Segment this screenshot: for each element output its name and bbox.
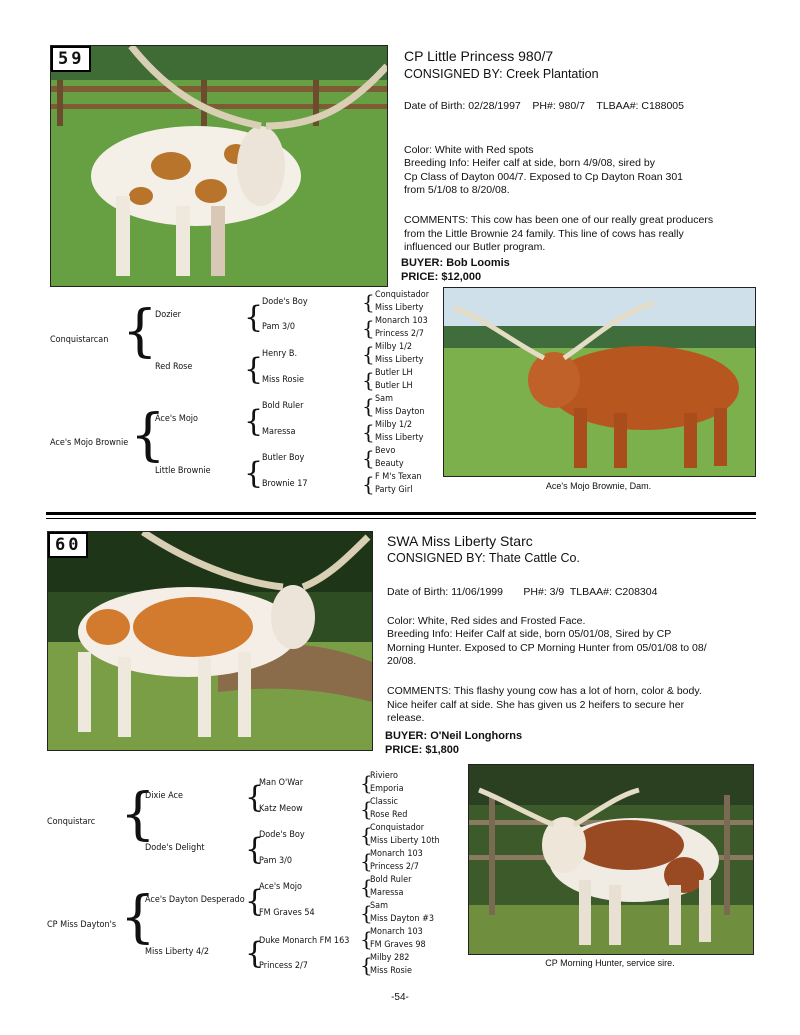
ped-gen1: Conquistarcan (50, 335, 109, 345)
price: PRICE: $1,800 (385, 744, 459, 756)
breeding-info (404, 157, 683, 198)
ped-gen4: FM Graves 98 (370, 940, 426, 950)
ped-gen3: Miss Rosie (262, 375, 304, 385)
ped-gen4: Conquistador (375, 290, 430, 300)
brace: { (362, 316, 375, 340)
consigned-by: CONSIGNED BY: Creek Plantation (404, 67, 599, 81)
ped-gen1: Ace's Mojo Brownie (50, 438, 129, 448)
ped-gen4: Sam (375, 394, 393, 404)
cow-photo-image (48, 532, 372, 750)
comments (387, 685, 702, 726)
brace: { (362, 420, 375, 444)
ped-gen4: Princess 2/7 (375, 329, 424, 339)
sire-caption: CP Morning Hunter, service sire. (545, 958, 675, 968)
ped-gen4: Party Girl (375, 485, 413, 495)
color-info: Color: White, Red sides and Frosted Face. (387, 615, 586, 627)
ped-gen2: Ace's Dayton Desperado (145, 895, 245, 905)
ped-gen3: FM Graves 54 (259, 908, 315, 918)
brace: { (130, 403, 166, 468)
ped-gen2: Miss Liberty 4/2 (145, 947, 210, 957)
buyer: BUYER: Bob Loomis (401, 257, 510, 269)
lot-title: CP Little Princess 980/7 (404, 48, 554, 64)
section-divider (46, 512, 756, 515)
ped-gen4: Miss Liberty 10th (370, 836, 440, 846)
ped-gen4: Classic (370, 797, 399, 807)
ped-gen4: Princess 2/7 (370, 862, 419, 872)
breeding-line: Morning Hunter. Exposed to CP Morning Hunter from 05/01/08 to 08/ (387, 641, 707, 654)
ped-gen3: Butler Boy (262, 453, 305, 463)
brace: { (244, 300, 264, 335)
lot-60-photo (47, 531, 373, 751)
brace: { (360, 875, 373, 899)
brace: { (120, 885, 156, 950)
brace: { (362, 290, 375, 314)
lot-number: 60 (48, 532, 88, 558)
comments (404, 214, 713, 255)
comment-line: from the Little Brownie 24 family. This line of cows has really (404, 227, 684, 240)
ped-gen3: Ace's Mojo (259, 882, 303, 892)
ped-gen4: Butler LH (375, 381, 413, 391)
ped-gen4: Sam (370, 901, 388, 911)
color-info: Color: White with Red spots (404, 144, 534, 156)
ped-gen2: Dozier (155, 310, 182, 320)
breeding-line: 20/08. (387, 655, 417, 667)
ped-gen4: Maressa (370, 888, 404, 898)
breeding-line: from 5/1/08 to 8/20/08. (404, 184, 510, 196)
ped-gen4: Miss Liberty (375, 433, 424, 443)
comment-line: COMMENTS: This flashy young cow has a lot of horn, color & body. (387, 685, 702, 697)
ped-gen3: Brownie 17 (262, 479, 308, 489)
brace: { (362, 446, 375, 470)
price: PRICE: $12,000 (401, 271, 482, 283)
lot-59-photo (50, 45, 388, 287)
breeding-info (387, 628, 707, 669)
ped-gen4: Bevo (375, 446, 396, 456)
ped-gen2: Dode's Delight (145, 843, 205, 853)
ped-gen3: Pam 3/0 (259, 856, 292, 866)
ped-gen4: Emporia (370, 784, 404, 794)
consigned-by: CONSIGNED BY: Thate Cattle Co. (387, 551, 580, 565)
lot-number: 59 (51, 46, 91, 72)
ped-gen1: Conquistarc (47, 817, 96, 827)
ped-gen3: Dode's Boy (259, 830, 305, 840)
comment-line: influenced our Butler program. (404, 241, 546, 253)
ped-gen4: Monarch 103 (370, 849, 423, 859)
ped-gen4: Riviero (370, 771, 399, 781)
ped-gen4: Beauty (375, 459, 404, 469)
section-divider (46, 518, 756, 519)
ped-gen4: Monarch 103 (375, 316, 428, 326)
ped-gen3: Henry B. (262, 349, 298, 359)
brace: { (245, 884, 265, 919)
cow-photo-image (469, 765, 753, 954)
ped-gen2: Red Rose (155, 362, 193, 372)
ped-gen3: Man O'War (259, 778, 304, 788)
ped-gen4: Bold Ruler (370, 875, 412, 885)
ped-gen3: Bold Ruler (262, 401, 304, 411)
dob-line: Date of Birth: 02/28/1997 PH#: 980/7 TLBAA#: C188005 (404, 100, 684, 112)
brace: { (360, 953, 373, 977)
cow-photo-image (444, 288, 755, 476)
brace: { (362, 472, 375, 496)
breeding-line: Cp Class of Dayton 004/7. Exposed to Cp Dayton Roan 301 (404, 170, 683, 183)
brace: { (245, 832, 265, 867)
brace: { (360, 901, 373, 925)
brace: { (244, 456, 264, 491)
brace: { (360, 927, 373, 951)
ped-gen4: Miss Liberty (375, 355, 424, 365)
ped-gen4: Miss Dayton #3 (370, 914, 435, 924)
ped-gen4: Butler LH (375, 368, 413, 378)
ped-gen4: Conquistador (370, 823, 425, 833)
sire-photo (468, 764, 754, 955)
brace: { (360, 849, 373, 873)
ped-gen3: Katz Meow (259, 804, 303, 814)
dam-caption: Ace's Mojo Brownie, Dam. (545, 481, 652, 491)
brace: { (120, 782, 156, 847)
lot-title: SWA Miss Liberty Starc (387, 533, 533, 549)
comment-line: release. (387, 712, 425, 724)
cow-photo-image (51, 46, 387, 286)
brace: { (245, 780, 265, 815)
breeding-line: Breeding Info: Heifer Calf at side, born 05/01/08, Sired by CP (387, 628, 672, 640)
ped-gen2: Little Brownie (155, 466, 211, 476)
ped-gen3: Duke Monarch FM 163 (259, 936, 350, 946)
brace: { (244, 352, 264, 387)
ped-gen4: Milby 1/2 (375, 420, 413, 430)
ped-gen4: F M's Texan (375, 472, 422, 482)
brace: { (362, 368, 375, 392)
brace: { (244, 404, 264, 439)
breeding-line: Breeding Info: Heifer calf at side, born 4/9/08, sired by (404, 157, 655, 169)
ped-gen2: Ace's Mojo (155, 414, 199, 424)
brace: { (245, 936, 265, 971)
dam-photo (443, 287, 756, 477)
page-number: -54- (391, 992, 409, 1003)
ped-gen4: Miss Rosie (370, 966, 412, 976)
ped-gen3: Maressa (262, 427, 296, 437)
ped-gen3: Pam 3/0 (262, 322, 295, 332)
buyer: BUYER: O'Neil Longhorns (385, 730, 523, 742)
brace: { (362, 342, 375, 366)
ped-gen4: Milby 282 (370, 953, 410, 963)
comment-line: Nice heifer calf at side. She has given us 2 heifers to secure her (387, 698, 685, 711)
dob-line: Date of Birth: 11/06/1999 PH#: 3/9 TLBAA#: C208304 (387, 586, 658, 598)
ped-gen4: Miss Liberty (375, 303, 424, 313)
ped-gen1: CP Miss Dayton's (47, 920, 117, 930)
brace: { (360, 771, 373, 795)
ped-gen2: Dixie Ace (145, 791, 183, 801)
ped-gen3: Dode's Boy (262, 297, 308, 307)
brace: { (122, 299, 158, 364)
ped-gen4: Miss Dayton (375, 407, 425, 417)
ped-gen4: Milby 1/2 (375, 342, 413, 352)
ped-gen4: Rose Red (370, 810, 408, 820)
brace: { (360, 823, 373, 847)
ped-gen3: Princess 2/7 (259, 961, 308, 971)
ped-gen4: Monarch 103 (370, 927, 423, 937)
brace: { (360, 797, 373, 821)
comment-line: COMMENTS: This cow has been one of our really great producers (404, 214, 714, 226)
brace: { (362, 394, 375, 418)
